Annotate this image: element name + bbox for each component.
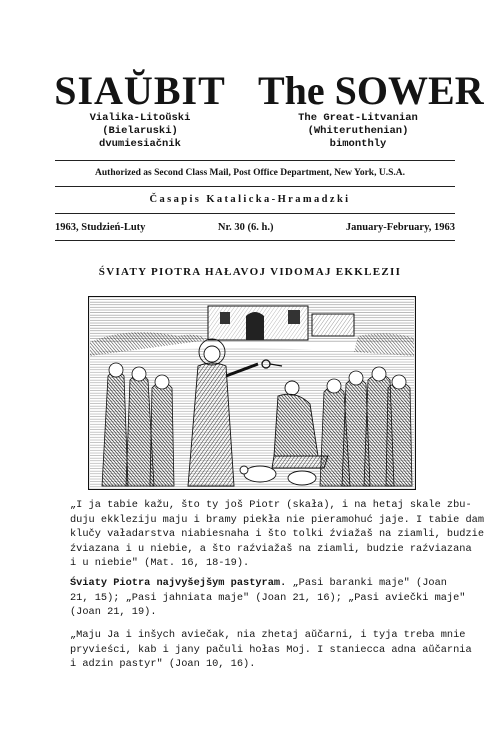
engraving-illustration xyxy=(88,296,416,490)
text-line: (Joan 21, 19). xyxy=(70,606,157,619)
issue-date-belarusian: 1963, Studzień-Luty xyxy=(55,222,146,233)
text-line: „Maju Ja i inšych aviečak, nia zhetaj aŭčarni, i tyja treba mnie xyxy=(70,629,466,641)
paragraph-3 xyxy=(70,628,472,672)
masthead-subtitle-line: dvumiesiačnik xyxy=(99,138,181,150)
paragraph-2-lead: Śviaty Piotra najvyšejšym pastyram. xyxy=(70,577,287,589)
masthead-subtitle-line: (Whiteruthenian) xyxy=(307,125,409,137)
text-line: 21, 15); „Pasi jahniata maje" (Joan 21, 16); „Pasi aviečki maje" xyxy=(70,591,466,604)
paragraph-2-quote: „Pasi baranki maje" (Joan xyxy=(286,577,447,589)
text-line: duju ekkleziju maju i bramy piekła nie pieramohuć jaje. I tabie dam xyxy=(70,513,485,526)
text-line: i u niebie" (Mat. 16, 18-19). xyxy=(70,557,250,570)
text-line: klučy vaładarstva niabiesnaha i što tolki źviažaš na ziamli, budzie xyxy=(70,528,485,541)
rule xyxy=(55,213,455,214)
masthead-subtitle-line: The Great-Litvanian xyxy=(298,112,418,124)
rule xyxy=(55,240,455,241)
paragraph-2 xyxy=(70,576,466,620)
text-line: i adzin pastyr" (Joan 10, 16). xyxy=(70,658,256,671)
text-line: „I ja tabie kažu, što ty još Piotr (skała), i na hetaj skale zbu- xyxy=(70,499,472,511)
masthead-left xyxy=(50,70,230,151)
masthead-title-english: The SOWER xyxy=(258,68,484,113)
article-title: ŚVIATY PIOTRA HAŁAVOJ VIDOMAJ EKKLEZII xyxy=(98,266,402,278)
masthead-subtitle-line: bimonthly xyxy=(329,138,387,150)
masthead-title-belarusian: SIAŬBIT xyxy=(54,68,226,113)
paragraph-1 xyxy=(70,498,485,571)
text-line: źviazana i u niebie, a što raźviažaš na ziamli, budzie raźviazana xyxy=(70,542,472,555)
issue-row xyxy=(55,222,455,233)
text-line xyxy=(70,576,460,591)
rule xyxy=(55,186,455,187)
text-line: pryvieści, kab i jany pačuli hołas Moj. I staniecca adna aŭčarnia xyxy=(70,643,472,656)
issue-date-english: January-February, 1963 xyxy=(345,222,455,233)
issue-number: Nr. 30 (6. h.) xyxy=(217,222,274,233)
publication-line: Časapis Katalicka-Hramadzki xyxy=(149,194,351,205)
rule xyxy=(55,160,455,161)
masthead-subtitle-line: (Bielaruski) xyxy=(102,125,178,137)
authorization-line: Authorized as Second Class Mail, Post Office Department, New York, U.S.A. xyxy=(95,168,405,178)
masthead-right xyxy=(258,68,484,151)
masthead-subtitle-line: Vialika-Litoŭski xyxy=(89,112,191,124)
